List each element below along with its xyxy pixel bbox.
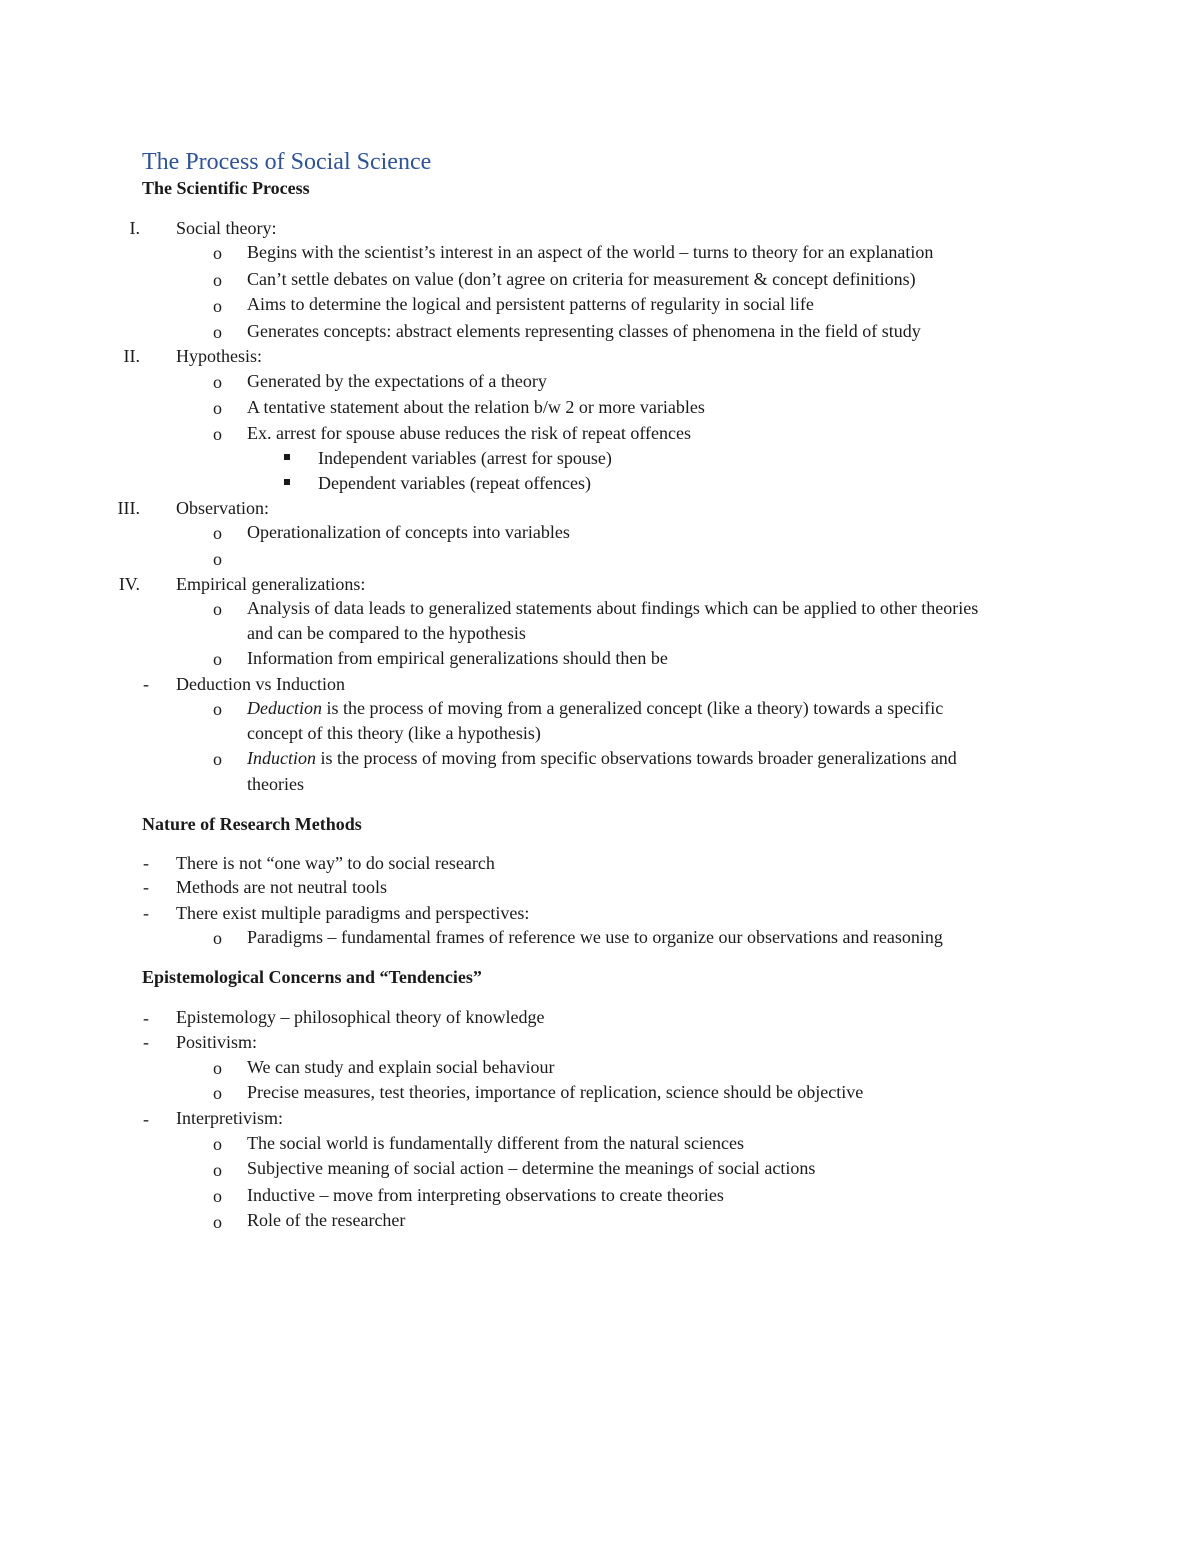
roman-numeral-3: III.	[117, 498, 140, 518]
bullet-o: o	[213, 1083, 222, 1103]
page-title: The Process of Social Science	[142, 149, 432, 175]
list-item-induction: Induction is the process of moving from specific observations towards broader generalizations and	[247, 748, 957, 768]
list-item: Operationalization of concepts into variables	[247, 522, 570, 542]
list-item: Precise measures, test theories, importance of replication, science should be objective	[247, 1082, 864, 1102]
list-item: Ex. arrest for spouse abuse reduces the risk of repeat offences	[247, 423, 691, 443]
bullet-o: o	[213, 928, 222, 948]
bullet-dash: -	[143, 903, 149, 923]
list-item: Aims to determine the logical and persistent patterns of regularity in social life	[247, 294, 814, 314]
bullet-o: o	[213, 699, 222, 719]
term-deduction: Deduction	[247, 698, 322, 718]
list-item: Subjective meaning of social action – determine the meanings of social actions	[247, 1158, 816, 1178]
bullet-dash: -	[143, 853, 149, 873]
bullet-o: o	[213, 270, 222, 290]
bullet-o: o	[213, 424, 222, 444]
list-item: Can’t settle debates on value (don’t agree on criteria for measurement & concept definitions)	[247, 269, 916, 289]
list-item: We can study and explain social behaviour	[247, 1057, 555, 1077]
bullet-o: o	[213, 749, 222, 769]
bullet-o: o	[213, 296, 222, 316]
bullet-o: o	[213, 372, 222, 392]
bullet-dash: -	[143, 1109, 149, 1129]
bullet-o: o	[213, 1058, 222, 1078]
bullet-dash: -	[143, 877, 149, 897]
bullet-dash: -	[143, 1032, 149, 1052]
section-heading-nature-of-research-methods: Nature of Research Methods	[142, 814, 362, 834]
section-heading-epistemological-concerns: Epistemological Concerns and “Tendencies”	[142, 967, 482, 987]
list-item: Generates concepts: abstract elements representing classes of phenomena in the field of study	[247, 321, 921, 341]
list-item: Paradigms – fundamental frames of reference we use to organize our observations and reasoning	[247, 927, 943, 947]
list-item: Epistemology – philosophical theory of knowledge	[176, 1007, 545, 1027]
bullet-o: o	[213, 649, 222, 669]
list-item: Generated by the expectations of a theory	[247, 371, 547, 391]
list-item-deduction-vs-induction: Deduction vs Induction	[176, 674, 345, 694]
list-item: Begins with the scientist’s interest in an aspect of the world – turns to theory for an explanation	[247, 242, 934, 262]
list-item-interpretivism: Interpretivism:	[176, 1108, 283, 1128]
list-item-observation: Observation:	[176, 498, 269, 518]
bullet-o: o	[213, 1186, 222, 1206]
bullet-o: o	[213, 1134, 222, 1154]
bullet-o: o	[213, 549, 222, 569]
square-bullet-icon	[284, 454, 290, 460]
list-item-deduction: Deduction is the process of moving from a generalized concept (like a theory) towards a specific	[247, 698, 944, 718]
bullet-o: o	[213, 398, 222, 418]
roman-numeral-2: II.	[123, 346, 140, 366]
list-item-social-theory: Social theory:	[176, 218, 277, 238]
square-bullet-icon	[284, 479, 290, 485]
list-item-continuation: concept of this theory (like a hypothesis)	[247, 723, 541, 743]
bullet-o: o	[213, 322, 222, 342]
term-induction: Induction	[247, 748, 316, 768]
bullet-dash: -	[143, 674, 149, 694]
list-item-hypothesis: Hypothesis:	[176, 346, 263, 366]
bullet-o: o	[213, 523, 222, 543]
bullet-o: o	[213, 1212, 222, 1232]
list-item: A tentative statement about the relation b/w 2 or more variables	[247, 397, 705, 417]
list-item-continuation: and can be compared to the hypothesis	[247, 623, 526, 643]
list-item: There is not “one way” to do social research	[176, 853, 495, 873]
list-item: Inductive – move from interpreting observations to create theories	[247, 1185, 724, 1205]
section-heading-scientific-process: The Scientific Process	[142, 178, 310, 198]
list-item: Independent variables (arrest for spouse)	[318, 448, 612, 468]
bullet-o: o	[213, 1160, 222, 1180]
roman-numeral-4: IV.	[118, 574, 140, 594]
bullet-o: o	[213, 599, 222, 619]
bullet-o: o	[213, 243, 222, 263]
list-item: Dependent variables (repeat offences)	[318, 473, 592, 493]
list-item: Information from empirical generalizations should then be	[247, 648, 668, 668]
roman-numeral-1: I.	[129, 218, 140, 238]
list-item: The social world is fundamentally different from the natural sciences	[247, 1133, 744, 1153]
list-item: There exist multiple paradigms and perspectives:	[176, 903, 530, 923]
list-item: Methods are not neutral tools	[176, 877, 387, 897]
list-item-empirical-generalizations: Empirical generalizations:	[176, 574, 366, 594]
list-item: Role of the researcher	[247, 1210, 406, 1230]
list-item-continuation: theories	[247, 774, 304, 794]
list-item: Analysis of data leads to generalized statements about findings which can be applied to other theories	[247, 598, 979, 618]
list-item-positivism: Positivism:	[176, 1032, 258, 1052]
bullet-dash: -	[143, 1008, 149, 1028]
